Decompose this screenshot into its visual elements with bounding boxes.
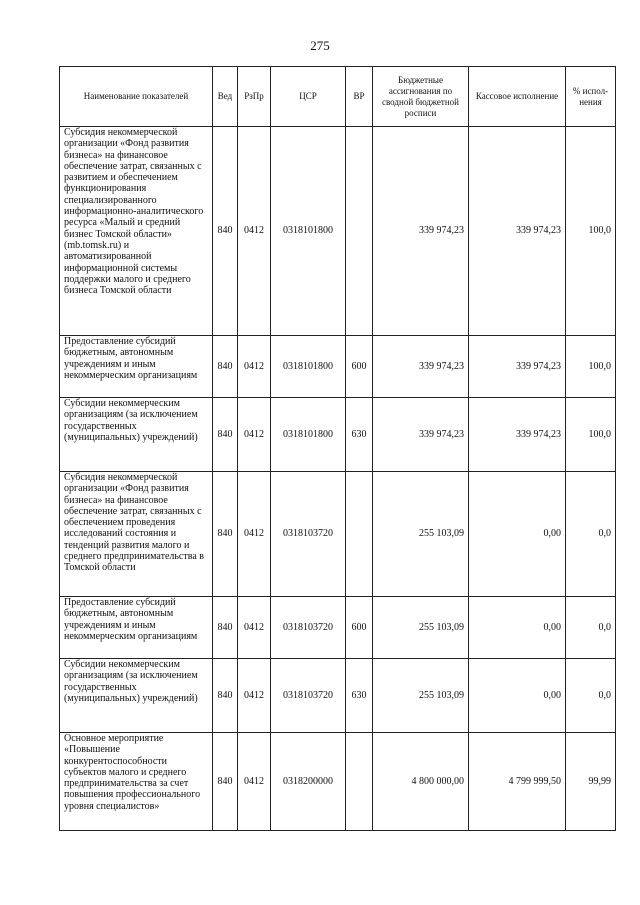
table-row (60, 597, 616, 659)
cell-ved: 840 (213, 733, 238, 831)
cell-csr: 0318103720 (271, 597, 346, 659)
table-row (60, 336, 616, 398)
cell-budget-allocations: 339 974,23 (373, 398, 469, 472)
budget-execution-table (59, 66, 616, 831)
cell-ved: 840 (213, 336, 238, 398)
cell-name: Предоставление субсидий бюджетным, автономным учреждениям и иным некоммерческим организациям (60, 336, 213, 398)
cell-budget-allocations: 255 103,09 (373, 659, 469, 733)
header-cash-execution: Кассовое исполнение (469, 67, 566, 127)
cell-cash-execution: 4 799 999,50 (469, 733, 566, 831)
cell-budget-allocations: 255 103,09 (373, 597, 469, 659)
cell-rzpr: 0412 (238, 127, 271, 336)
cell-execution-percent: 99,99 (566, 733, 616, 831)
cell-rzpr: 0412 (238, 659, 271, 733)
table-row (60, 127, 616, 336)
cell-cash-execution: 339 974,23 (469, 398, 566, 472)
cell-name: Субсидия некоммерческой организации «Фонд развития бизнеса» на финансовое обеспечение затрат, связанных с развитием и обеспечением функционирования специализированного информационно-аналитического ресурса «Малый и средний бизнес Томской области» (mb.tomsk.ru) и автоматизированной информационной системы поддержки малого и среднего бизнеса Томской области (60, 127, 213, 336)
cell-csr: 0318101800 (271, 398, 346, 472)
cell-name: Субсидия некоммерческой организации «Фонд развития бизнеса» на финансовое обеспечение затрат, связанных с обеспечением проведения исследований состояния и тенденций развития малого и среднего предпринимательства в Томской области (60, 472, 213, 597)
cell-name: Основное мероприятие «Повышение конкурентоспособности субъектов малого и среднего предпринимательства за счет повышения профессионального уровня специалистов» (60, 733, 213, 831)
cell-vr (346, 733, 373, 831)
cell-csr: 0318101800 (271, 127, 346, 336)
cell-vr: 600 (346, 336, 373, 398)
table-body (60, 127, 616, 831)
header-vr: ВР (346, 67, 373, 127)
header-csr: ЦСР (271, 67, 346, 127)
header-name: Наименование показателей (60, 67, 213, 127)
cell-rzpr: 0412 (238, 733, 271, 831)
header-rzpr: РзПр (238, 67, 271, 127)
cell-budget-allocations: 4 800 000,00 (373, 733, 469, 831)
cell-vr (346, 127, 373, 336)
cell-csr: 0318103720 (271, 472, 346, 597)
header-ved: Вед (213, 67, 238, 127)
cell-vr: 600 (346, 597, 373, 659)
cell-execution-percent: 100,0 (566, 127, 616, 336)
cell-execution-percent: 100,0 (566, 398, 616, 472)
cell-cash-execution: 0,00 (469, 472, 566, 597)
cell-name: Субсидии некоммерческим организациям (за исключением государственных (муниципальных) учреждений) (60, 398, 213, 472)
cell-vr: 630 (346, 659, 373, 733)
table-header-row (60, 67, 616, 127)
cell-rzpr: 0412 (238, 597, 271, 659)
cell-budget-allocations: 255 103,09 (373, 472, 469, 597)
table-row (60, 472, 616, 597)
cell-rzpr: 0412 (238, 336, 271, 398)
cell-execution-percent: 0,0 (566, 472, 616, 597)
cell-execution-percent: 0,0 (566, 597, 616, 659)
cell-budget-allocations: 339 974,23 (373, 127, 469, 336)
table-row (60, 733, 616, 831)
cell-name: Предоставление субсидий бюджетным, автономным учреждениям и иным некоммерческим организациям (60, 597, 213, 659)
cell-execution-percent: 0,0 (566, 659, 616, 733)
cell-cash-execution: 0,00 (469, 659, 566, 733)
cell-ved: 840 (213, 398, 238, 472)
page-number: 275 (310, 38, 330, 53)
table-row (60, 659, 616, 733)
cell-vr: 630 (346, 398, 373, 472)
cell-name: Субсидии некоммерческим организациям (за исключением государственных (муниципальных) учреждений) (60, 659, 213, 733)
cell-ved: 840 (213, 597, 238, 659)
cell-vr (346, 472, 373, 597)
cell-rzpr: 0412 (238, 398, 271, 472)
cell-execution-percent: 100,0 (566, 336, 616, 398)
cell-ved: 840 (213, 659, 238, 733)
cell-cash-execution: 0,00 (469, 597, 566, 659)
cell-csr: 0318200000 (271, 733, 346, 831)
cell-cash-execution: 339 974,23 (469, 336, 566, 398)
cell-csr: 0318101800 (271, 336, 346, 398)
header-budget-allocations: Бюджетные ассигнования по сводной бюджетной росписи (373, 67, 469, 127)
cell-cash-execution: 339 974,23 (469, 127, 566, 336)
cell-budget-allocations: 339 974,23 (373, 336, 469, 398)
cell-ved: 840 (213, 127, 238, 336)
table-row (60, 398, 616, 472)
cell-ved: 840 (213, 472, 238, 597)
header-execution-percent: % испол-нения (566, 67, 616, 127)
cell-rzpr: 0412 (238, 472, 271, 597)
cell-csr: 0318103720 (271, 659, 346, 733)
